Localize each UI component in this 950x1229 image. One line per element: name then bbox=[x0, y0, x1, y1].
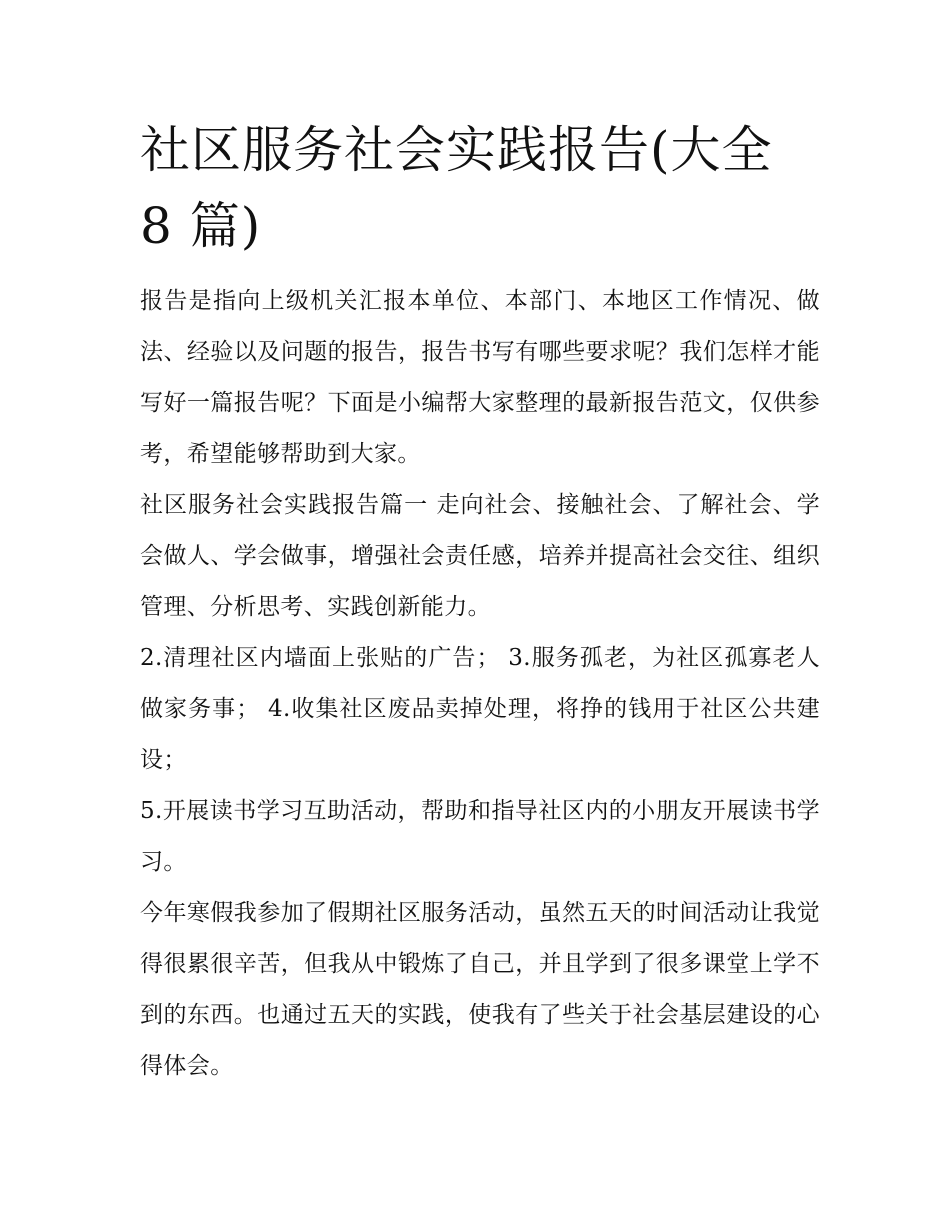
paragraph-intro: 报告是指向上级机关汇报本单位、本部门、本地区工作情况、做法、经验以及问题的报告，报告书写有哪些要求呢？我们怎样才能写好一篇报告呢？下面是小编帮大家整理的最新报告范文，仅供参考，希望能够帮助到大家。 bbox=[140, 288, 820, 467]
paragraph-reading-activity: 5.开展读书学习互助活动，帮助和指导社区内的小朋友开展读书学习。 bbox=[140, 798, 820, 875]
document-title: 社区服务社会实践报告(大全 8 篇) bbox=[140, 121, 773, 255]
paragraph-section-one: 社区服务社会实践报告篇一 走向社会、接触社会、了解社会、学会做人、学会做事，增强社会责任感，培养并提高社会交往、组织管理、分析思考、实践创新能力。 bbox=[140, 492, 820, 620]
paragraph-activities: 2.清理社区内墙面上张贴的广告； 3.服务孤老，为社区孤寡老人做家务事； 4.收集社区废品卖掉处理，将挣的钱用于社区公共建设； bbox=[140, 645, 820, 773]
paragraph-reflection: 今年寒假我参加了假期社区服务活动，虽然五天的时间活动让我觉得很累很辛苦，但我从中锻炼了自己，并且学到了很多课堂上学不到的东西。也通过五天的实践，使我有了些关于社会基层建设的心得体会。 bbox=[140, 900, 820, 1079]
document-body bbox=[140, 276, 820, 1092]
